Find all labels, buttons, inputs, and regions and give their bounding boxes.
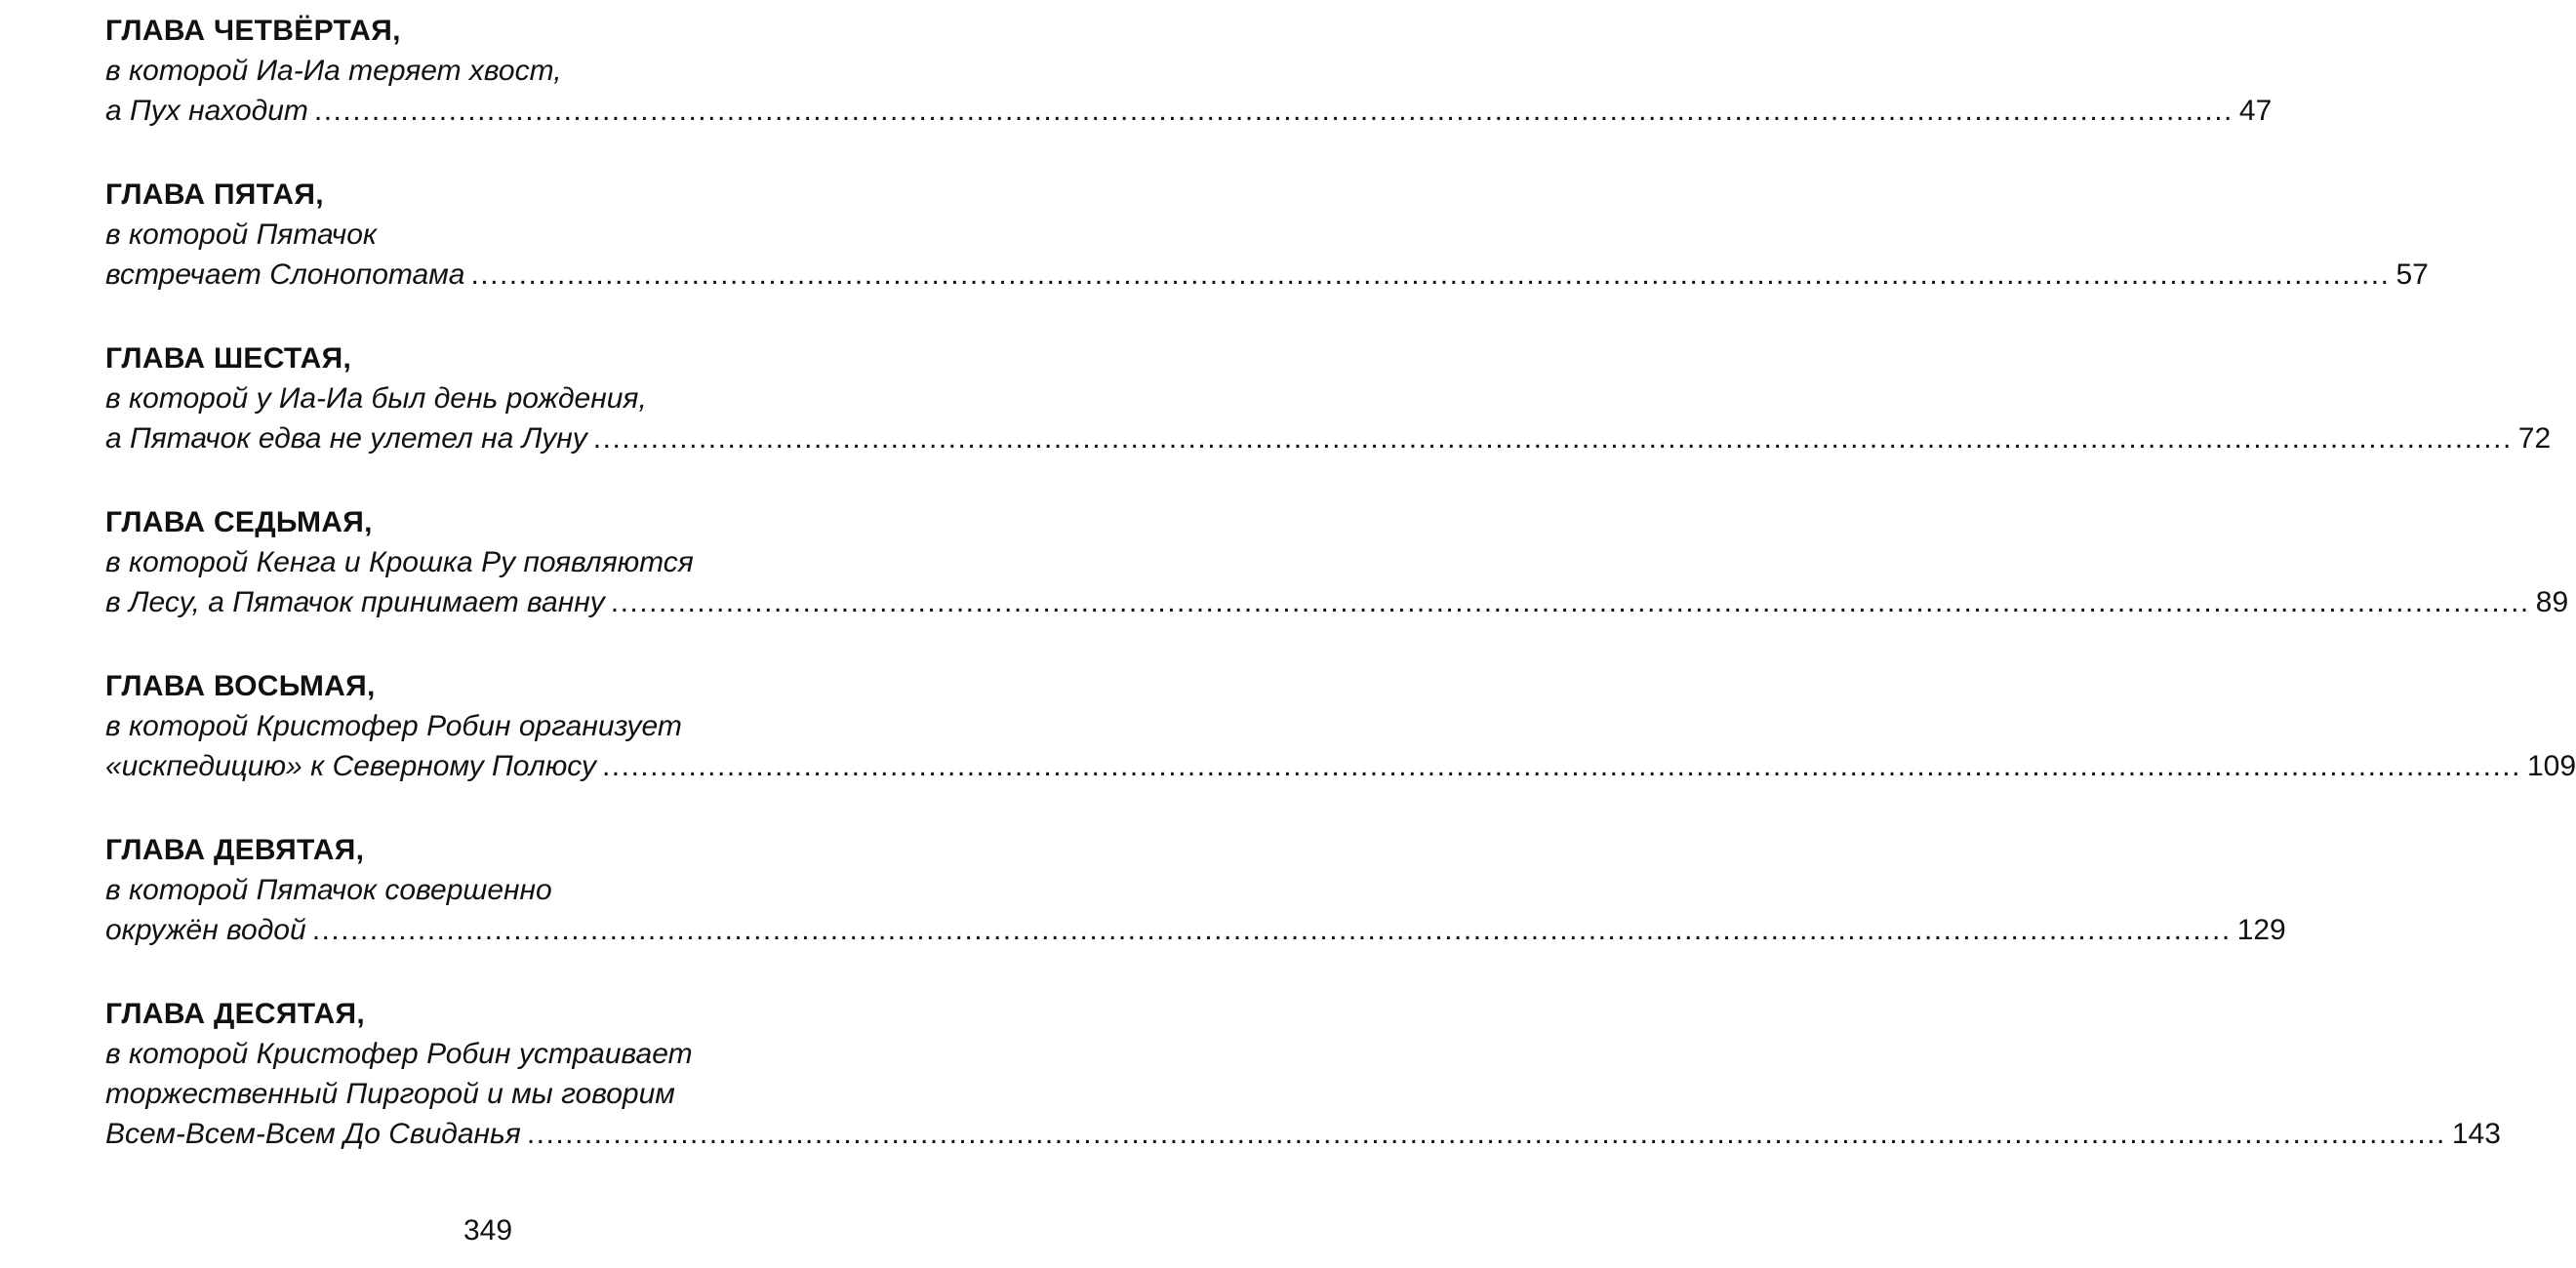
dot-leader: ........................................................................................................................................................................................................ bbox=[526, 1118, 2446, 1150]
chapter-leader-line bbox=[105, 910, 2286, 950]
chapter-subtitle-line: Всем-Всем-Всем До Свиданья bbox=[105, 1118, 521, 1150]
chapter-subtitle-line: в которой Пятачок совершенно bbox=[105, 874, 552, 906]
chapter-subtitle-line: в которой у Иа-Иа был день рождения, bbox=[105, 382, 647, 415]
page-number: 349 bbox=[463, 1214, 513, 1247]
dot-leader: ........................................................................................................................................................................................................ bbox=[601, 750, 2521, 782]
chapter-subtitle-line: встречает Слонопотама bbox=[105, 258, 465, 291]
chapter-subtitle-line: а Пятачок едва не улетел на Луну bbox=[105, 422, 587, 455]
chapter-title: ГЛАВА ДЕСЯТАЯ, bbox=[105, 998, 365, 1030]
toc-entry bbox=[105, 12, 2273, 131]
chapter-page-number: 89 bbox=[2535, 586, 2569, 618]
chapter-subtitle-line: торжественный Пиргорой и мы говорим bbox=[105, 1078, 675, 1110]
chapter-title: ГЛАВА ДЕВЯТАЯ, bbox=[105, 834, 365, 866]
chapter-subtitle-line: в которой Кристофер Робин устраивает bbox=[105, 1038, 693, 1070]
chapter-page-number: 57 bbox=[2395, 258, 2429, 291]
chapter-leader-line bbox=[105, 1114, 2501, 1154]
toc-entry bbox=[105, 176, 2429, 295]
chapter-title: ГЛАВА СЕДЬМАЯ, bbox=[105, 506, 373, 538]
chapter-leader-line bbox=[105, 582, 2569, 622]
chapter-page-number: 109 bbox=[2526, 750, 2576, 782]
chapter-title: ГЛАВА ПЯТАЯ, bbox=[105, 178, 324, 211]
chapter-page-number: 143 bbox=[2451, 1118, 2501, 1150]
chapter-page-number: 47 bbox=[2238, 95, 2273, 127]
chapter-leader-line bbox=[105, 418, 2552, 458]
table-of-contents bbox=[105, 12, 2576, 1199]
chapter-subtitle-line: «искпедицию» к Северному Полюсу bbox=[105, 750, 596, 782]
dot-leader: ........................................................................................................................................................................................................ bbox=[610, 586, 2530, 618]
chapter-subtitle-line: в которой Кристофер Робин организует bbox=[105, 710, 682, 742]
toc-entry bbox=[105, 503, 2569, 622]
chapter-leader-line bbox=[105, 746, 2576, 786]
toc-entry bbox=[105, 995, 2501, 1154]
chapter-page-number: 72 bbox=[2517, 422, 2552, 455]
dot-leader: ........................................................................................................................................................................................................ bbox=[592, 422, 2513, 455]
chapter-title: ГЛАВА ШЕСТАЯ, bbox=[105, 342, 352, 375]
dot-leader: ........................................................................................................................................................................................................ bbox=[470, 258, 2391, 291]
chapter-subtitle-line: а Пух находит bbox=[105, 95, 308, 127]
chapter-page-number: 129 bbox=[2236, 914, 2286, 946]
toc-entry bbox=[105, 667, 2576, 786]
chapter-subtitle-line: в которой Пятачок bbox=[105, 218, 378, 251]
chapter-subtitle-line: в которой Иа-Иа теряет хвост, bbox=[105, 55, 562, 87]
toc-entry bbox=[105, 831, 2286, 950]
chapter-title: ГЛАВА ЧЕТВЁРТАЯ, bbox=[105, 15, 401, 47]
chapter-title: ГЛАВА ВОСЬМАЯ, bbox=[105, 670, 376, 702]
dot-leader: ........................................................................................................................................................................................................ bbox=[311, 914, 2232, 946]
chapter-leader-line bbox=[105, 255, 2429, 295]
toc-entry bbox=[105, 339, 2552, 458]
dot-leader: ........................................................................................................................................................................................................ bbox=[313, 95, 2234, 127]
chapter-leader-line bbox=[105, 91, 2273, 131]
chapter-subtitle-line: окружён водой bbox=[105, 914, 306, 946]
chapter-subtitle-line: в Лесу, а Пятачок принимает ванну bbox=[105, 586, 605, 618]
chapter-subtitle-line: в которой Кенга и Крошка Ру появляются bbox=[105, 546, 694, 578]
